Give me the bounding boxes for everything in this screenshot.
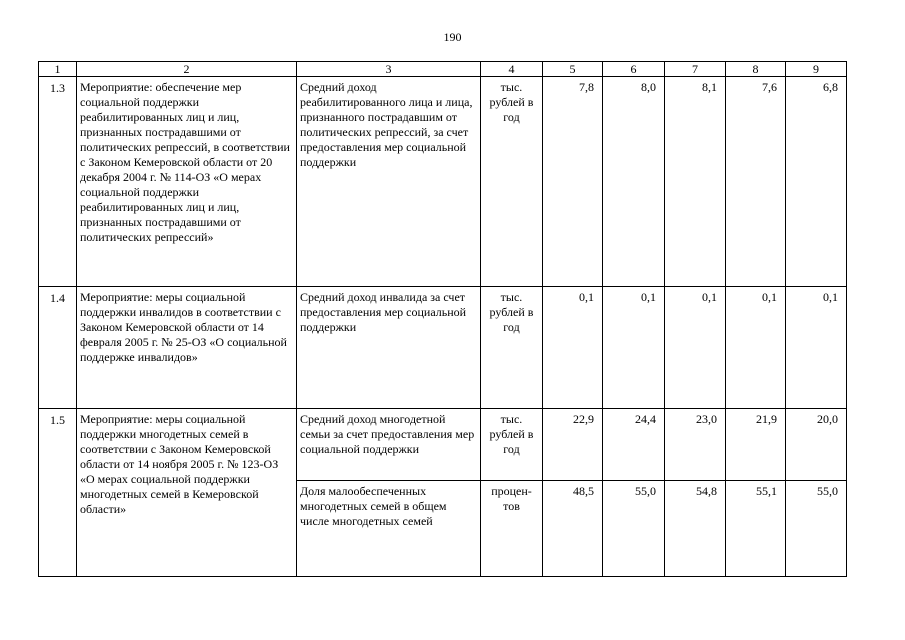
page-number: 190	[443, 30, 462, 44]
value-cell: 0,1	[665, 287, 726, 409]
measure-cell: Мероприятие: меры социальной поддержки инвалидов в соответствии с Законом Кемеровской области от 14 февраля 2005 г. № 25-ОЗ «О социальной поддержке инвалидов»	[77, 287, 297, 409]
column-header: 1	[39, 62, 77, 77]
value-cell: 20,0	[786, 409, 847, 481]
value-cell: 0,1	[603, 287, 665, 409]
indicator-cell: Доля малообеспеченных многодетных семей в общем числе многодетных семей	[297, 481, 481, 577]
value-cell: 54,8	[665, 481, 726, 577]
value-cell: 24,4	[603, 409, 665, 481]
indicator-cell: Средний доход инвалида за счет предоставления мер социальной поддержки	[297, 287, 481, 409]
value-cell: 23,0	[665, 409, 726, 481]
table-header-row	[39, 62, 847, 77]
unit-cell: тыс. рублей в год	[481, 287, 543, 409]
measure-cell: Мероприятие: обеспечение мер социальной поддержки реабилитированных лиц и лиц, признанных пострадавшими от политических репрессий, в соответствии с Законом Кемеровской области от 20 декабря 2004 г. № 114-ОЗ «О мерах социальной поддержки реабилитированных лиц и лиц, признанных пострадавшими от политических репрессий»	[77, 77, 297, 287]
column-header: 7	[665, 62, 726, 77]
column-header: 8	[726, 62, 786, 77]
table-row	[39, 77, 847, 287]
unit-cell: тыс. рублей в год	[481, 77, 543, 287]
row-number: 1.3	[39, 77, 77, 287]
value-cell: 55,0	[603, 481, 665, 577]
value-cell: 7,8	[543, 77, 603, 287]
value-cell: 55,0	[786, 481, 847, 577]
unit-cell: тыс. рублей в год	[481, 409, 543, 481]
value-cell: 48,5	[543, 481, 603, 577]
value-cell: 0,1	[786, 287, 847, 409]
indicator-cell: Средний доход многодетной семьи за счет предоставления мер социальной поддержки	[297, 409, 481, 481]
indicators-table	[38, 61, 847, 577]
unit-cell: процен-тов	[481, 481, 543, 577]
value-cell: 21,9	[726, 409, 786, 481]
column-header: 5	[543, 62, 603, 77]
measure-cell: Мероприятие: меры социальной поддержки многодетных семей в соответствии с Законом Кемеровской области от 14 ноября 2005 г. № 123-ОЗ «О мерах социальной поддержки многодетных семей в Кемеровской области»	[77, 409, 297, 577]
table-row	[39, 409, 847, 481]
value-cell: 22,9	[543, 409, 603, 481]
row-number: 1.4	[39, 287, 77, 409]
column-header: 4	[481, 62, 543, 77]
value-cell: 8,1	[665, 77, 726, 287]
column-header: 6	[603, 62, 665, 77]
value-cell: 6,8	[786, 77, 847, 287]
value-cell: 7,6	[726, 77, 786, 287]
column-header: 3	[297, 62, 481, 77]
indicator-cell: Средний доход реабилитированного лица и лица, признанного пострадавшим от политических репрессий, за счет предоставления мер социальной поддержки	[297, 77, 481, 287]
row-number: 1.5	[39, 409, 77, 577]
value-cell: 55,1	[726, 481, 786, 577]
value-cell: 8,0	[603, 77, 665, 287]
column-header: 2	[77, 62, 297, 77]
value-cell: 0,1	[726, 287, 786, 409]
value-cell: 0,1	[543, 287, 603, 409]
table-row	[39, 287, 847, 409]
column-header: 9	[786, 62, 847, 77]
